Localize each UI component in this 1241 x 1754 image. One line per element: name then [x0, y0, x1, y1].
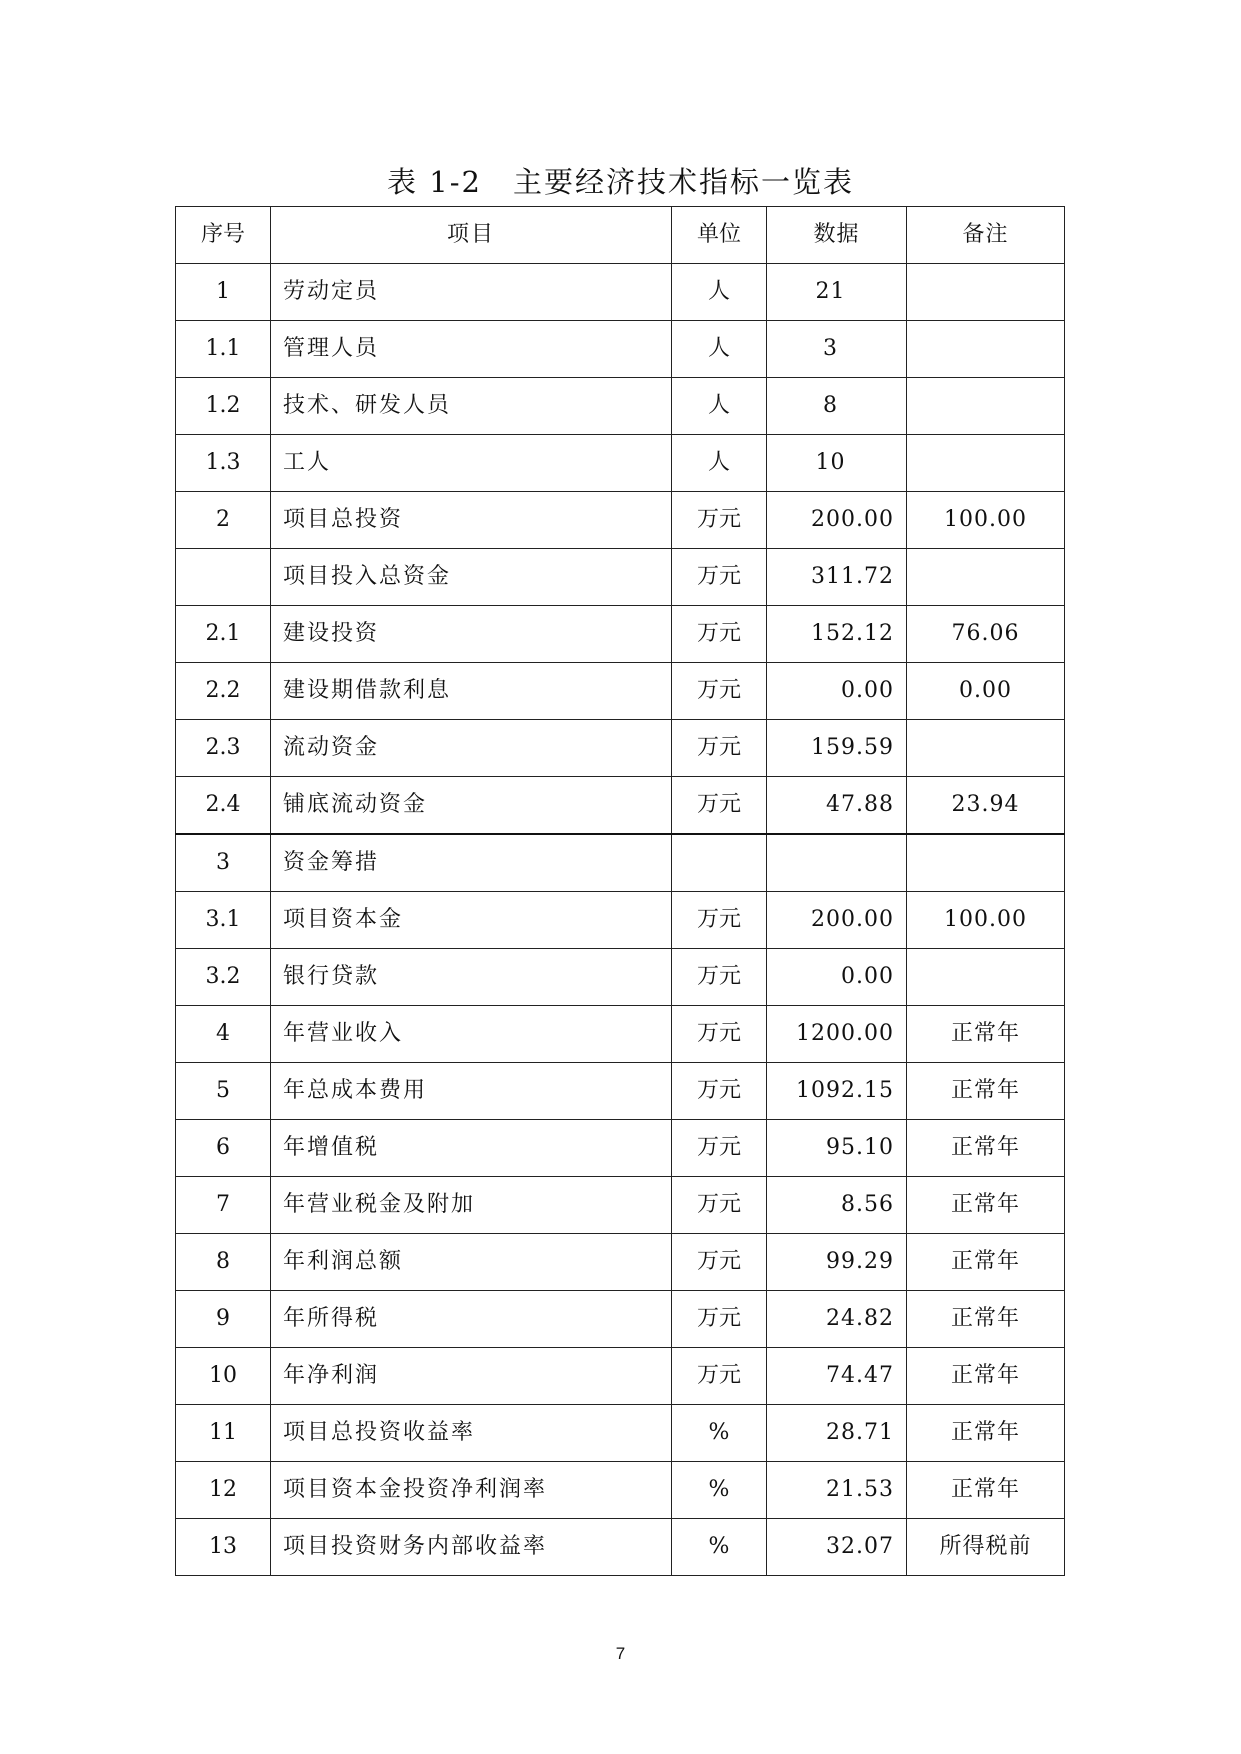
- cell-item: 项目资本金投资净利润率: [271, 1462, 672, 1519]
- cell-unit: 万元: [672, 1234, 767, 1291]
- cell-unit: 万元: [672, 892, 767, 949]
- table-row: [176, 1462, 1065, 1519]
- cell-item: 项目投资财务内部收益率: [271, 1519, 672, 1576]
- table-row: [176, 549, 1065, 606]
- table-header-row: [176, 207, 1065, 264]
- header-unit: 单位: [672, 207, 767, 264]
- cell-unit: 万元: [672, 1177, 767, 1234]
- table-row: [176, 892, 1065, 949]
- cell-unit: 人: [672, 435, 767, 492]
- cell-note: 正常年: [907, 1120, 1065, 1177]
- cell-note: 正常年: [907, 1462, 1065, 1519]
- cell-no: 1.2: [176, 378, 271, 435]
- cell-no: 12: [176, 1462, 271, 1519]
- table-row: [176, 606, 1065, 663]
- cell-value: 200.00: [767, 892, 907, 949]
- cell-no: 2: [176, 492, 271, 549]
- cell-no: 3.2: [176, 949, 271, 1006]
- cell-no: 6: [176, 1120, 271, 1177]
- table-row: [176, 1177, 1065, 1234]
- table-row: [176, 949, 1065, 1006]
- cell-item: 年净利润: [271, 1348, 672, 1405]
- table-row: [176, 834, 1065, 892]
- cell-note: [907, 549, 1065, 606]
- cell-item: 年所得税: [271, 1291, 672, 1348]
- cell-no: 1: [176, 264, 271, 321]
- cell-no: 2.3: [176, 720, 271, 777]
- table-row: [176, 1519, 1065, 1576]
- cell-no: 2.2: [176, 663, 271, 720]
- table-row: [176, 663, 1065, 720]
- cell-unit: 万元: [672, 1120, 767, 1177]
- table-row: [176, 1234, 1065, 1291]
- cell-note: 所得税前: [907, 1519, 1065, 1576]
- cell-unit: 万元: [672, 720, 767, 777]
- cell-item: 年营业收入: [271, 1006, 672, 1063]
- cell-value: 0.00: [767, 663, 907, 720]
- cell-unit: 万元: [672, 663, 767, 720]
- cell-value: 1200.00: [767, 1006, 907, 1063]
- cell-unit: 人: [672, 321, 767, 378]
- cell-no: 4: [176, 1006, 271, 1063]
- cell-item: 资金筹措: [271, 834, 672, 892]
- table-row: [176, 264, 1065, 321]
- cell-item: 年营业税金及附加: [271, 1177, 672, 1234]
- cell-no: 13: [176, 1519, 271, 1576]
- cell-note: 100.00: [907, 892, 1065, 949]
- cell-unit: 人: [672, 264, 767, 321]
- cell-no: 2.4: [176, 777, 271, 835]
- cell-item: 项目总投资: [271, 492, 672, 549]
- cell-value: 8.56: [767, 1177, 907, 1234]
- cell-item: 年总成本费用: [271, 1063, 672, 1120]
- cell-value: 99.29: [767, 1234, 907, 1291]
- cell-value: 159.59: [767, 720, 907, 777]
- table-row: [176, 1063, 1065, 1120]
- cell-unit: 万元: [672, 492, 767, 549]
- cell-item: 建设投资: [271, 606, 672, 663]
- cell-note: 0.00: [907, 663, 1065, 720]
- cell-note: [907, 949, 1065, 1006]
- header-item: 项目: [271, 207, 672, 264]
- cell-no: 5: [176, 1063, 271, 1120]
- cell-item: 项目资本金: [271, 892, 672, 949]
- cell-item: 项目总投资收益率: [271, 1405, 672, 1462]
- cell-unit: 万元: [672, 1348, 767, 1405]
- table-row: [176, 378, 1065, 435]
- page-number: 7: [615, 1644, 626, 1663]
- table-row: [176, 1405, 1065, 1462]
- header-value: 数据: [767, 207, 907, 264]
- cell-item: 工人: [271, 435, 672, 492]
- cell-note: [907, 435, 1065, 492]
- cell-no: 1.3: [176, 435, 271, 492]
- cell-unit: 万元: [672, 549, 767, 606]
- cell-value: 152.12: [767, 606, 907, 663]
- cell-item: 流动资金: [271, 720, 672, 777]
- cell-note: 76.06: [907, 606, 1065, 663]
- cell-value: 24.82: [767, 1291, 907, 1348]
- cell-item: 管理人员: [271, 321, 672, 378]
- cell-no: 3.1: [176, 892, 271, 949]
- cell-value: 10: [767, 435, 907, 492]
- table-row: [176, 1348, 1065, 1405]
- cell-value: 21.53: [767, 1462, 907, 1519]
- cell-value: 21: [767, 264, 907, 321]
- cell-value: 74.47: [767, 1348, 907, 1405]
- cell-no: 1.1: [176, 321, 271, 378]
- cell-item: 铺底流动资金: [271, 777, 672, 835]
- cell-note: [907, 720, 1065, 777]
- cell-value: 32.07: [767, 1519, 907, 1576]
- table-row: [176, 1291, 1065, 1348]
- cell-value: 0.00: [767, 949, 907, 1006]
- cell-unit: 万元: [672, 1063, 767, 1120]
- cell-note: 正常年: [907, 1348, 1065, 1405]
- cell-item: 技术、研发人员: [271, 378, 672, 435]
- cell-note: 正常年: [907, 1006, 1065, 1063]
- cell-no: 9: [176, 1291, 271, 1348]
- cell-unit: 人: [672, 378, 767, 435]
- table-row: [176, 777, 1065, 835]
- cell-item: 年利润总额: [271, 1234, 672, 1291]
- cell-unit: 万元: [672, 606, 767, 663]
- cell-value: 95.10: [767, 1120, 907, 1177]
- table-row: [176, 321, 1065, 378]
- cell-note: 正常年: [907, 1177, 1065, 1234]
- cell-unit: %: [672, 1519, 767, 1576]
- cell-value: 1092.15: [767, 1063, 907, 1120]
- cell-no: 11: [176, 1405, 271, 1462]
- cell-unit: 万元: [672, 949, 767, 1006]
- cell-unit: %: [672, 1405, 767, 1462]
- cell-note: 23.94: [907, 777, 1065, 835]
- cell-no: 10: [176, 1348, 271, 1405]
- cell-no: 7: [176, 1177, 271, 1234]
- cell-item: 银行贷款: [271, 949, 672, 1006]
- cell-unit: 万元: [672, 1006, 767, 1063]
- cell-note: 正常年: [907, 1063, 1065, 1120]
- cell-value: 311.72: [767, 549, 907, 606]
- cell-item: 年增值税: [271, 1120, 672, 1177]
- cell-note: [907, 378, 1065, 435]
- cell-unit: %: [672, 1462, 767, 1519]
- cell-value: [767, 834, 907, 892]
- cell-value: 8: [767, 378, 907, 435]
- cell-no: 3: [176, 834, 271, 892]
- table-title: 表 1-2 主要经济技术指标一览表: [387, 165, 854, 199]
- table-row: [176, 1120, 1065, 1177]
- cell-note: 100.00: [907, 492, 1065, 549]
- cell-note: 正常年: [907, 1234, 1065, 1291]
- cell-note: [907, 321, 1065, 378]
- cell-note: [907, 834, 1065, 892]
- cell-value: 47.88: [767, 777, 907, 835]
- cell-note: 正常年: [907, 1291, 1065, 1348]
- cell-no: [176, 549, 271, 606]
- cell-item: 建设期借款利息: [271, 663, 672, 720]
- cell-value: 200.00: [767, 492, 907, 549]
- cell-unit: [672, 834, 767, 892]
- cell-no: 8: [176, 1234, 271, 1291]
- header-no: 序号: [176, 207, 271, 264]
- cell-item: 劳动定员: [271, 264, 672, 321]
- cell-no: 2.1: [176, 606, 271, 663]
- table-row: [176, 435, 1065, 492]
- cell-unit: 万元: [672, 777, 767, 835]
- economic-indicators-table: [175, 206, 1065, 1576]
- header-note: 备注: [907, 207, 1065, 264]
- cell-note: [907, 264, 1065, 321]
- cell-item: 项目投入总资金: [271, 549, 672, 606]
- cell-unit: 万元: [672, 1291, 767, 1348]
- table-row: [176, 720, 1065, 777]
- table-row: [176, 1006, 1065, 1063]
- table-row: [176, 492, 1065, 549]
- cell-note: 正常年: [907, 1405, 1065, 1462]
- cell-value: 28.71: [767, 1405, 907, 1462]
- cell-value: 3: [767, 321, 907, 378]
